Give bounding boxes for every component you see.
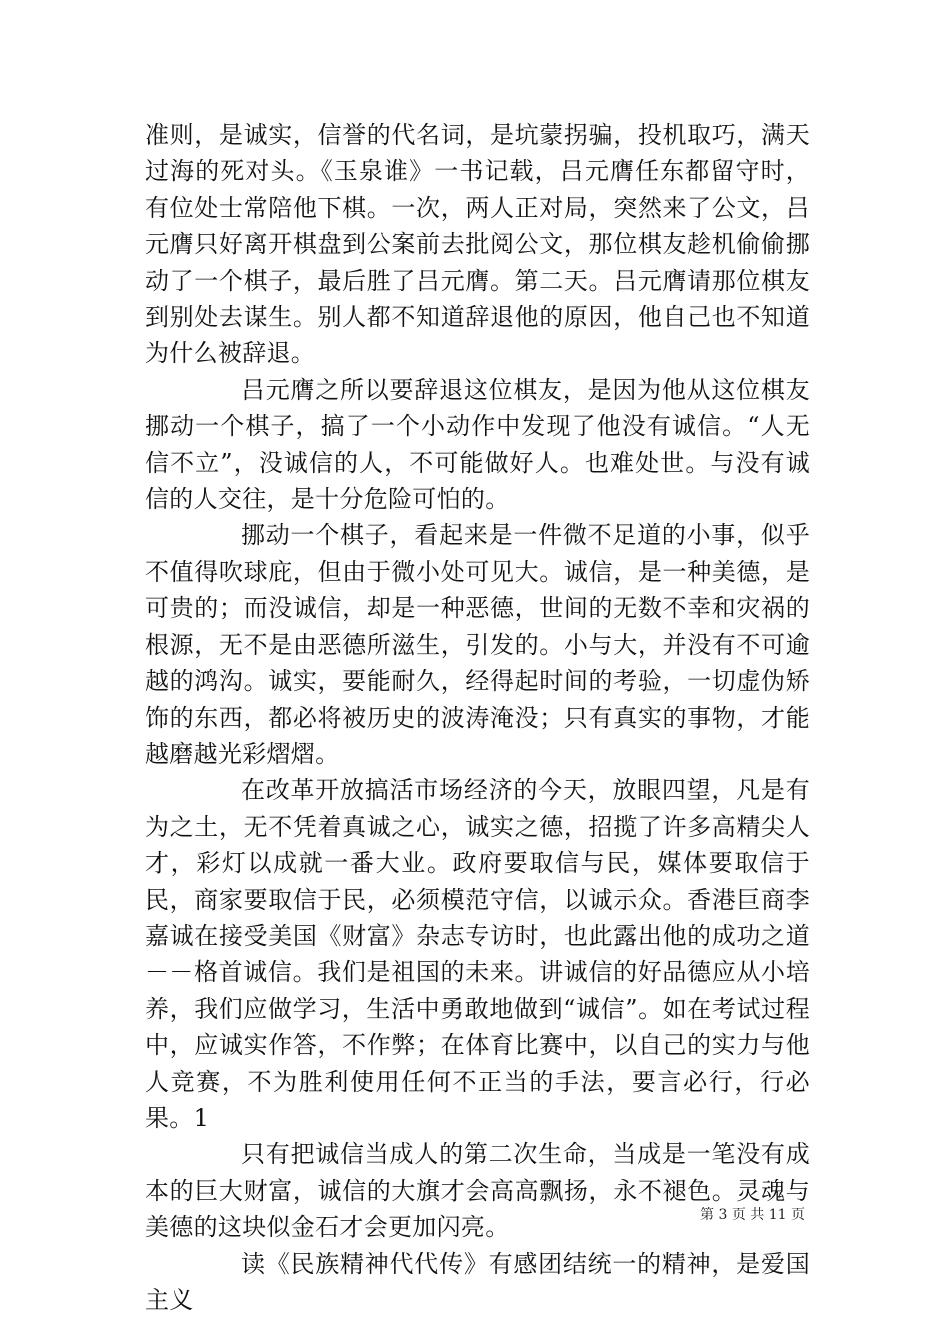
paragraph-2: 吕元膺之所以要辞退这位棋友，是因为他从这位棋友挪动一个棋子，搞了一个小动作中发现了他没有诚信。“人无信不立”，没诚信的人，不可能做好人。也难处世。与没有诚信的人交往，是十分危险可怕的。 bbox=[145, 375, 810, 514]
paragraph-5: 只有把诚信当成人的第二次生命，当成是一笔没有成本的巨大财富，诚信的大旗才会高高飘扬，永不褪色。灵魂与美德的这块似金石才会更加闪亮。 bbox=[145, 1140, 810, 1242]
paragraph-1: 准则，是诚实，信誉的代名词，是坑蒙拐骗，投机取巧，满天过海的死对头。《玉泉谁》一书记载，吕元膺任东都留守时，有位处士常陪他下棋。一次，两人正对局，突然来了公文，吕元膺只好离开棋盘到公案前去批阅公文，那位棋友趁机偷偷挪动了一个棋子，最后胜了吕元膺。第二天。吕元膺请那位棋友到别处去谋生。别人都不知道辞退他的原因，他自己也不知道为什么被辞退。 bbox=[145, 121, 810, 368]
paragraph-3: 挪动一个棋子，看起来是一件微不足道的小事，似乎不值得吹球庇，但由于微小处可见大。诚信，是一种美德，是可贵的；而没诚信，却是一种恶德，世间的无数不幸和灾祸的根源，无不是由恶德所滋生，引发的。小与大，并没有不可逾越的鸿沟。诚实，要能耐久，经得起时间的考验，一切虚伪矫饰的东西，都必将被历史的波涛淹没；只有真实的事物，才能越磨越光彩熠熠。 bbox=[145, 521, 810, 768]
page-footer: 第 3 页 共 11 页 bbox=[700, 1207, 805, 1223]
document-body bbox=[145, 117, 810, 1318]
paragraph-6: 读《民族精神代代传》有感团结统一的精神，是爱国主义 bbox=[145, 1249, 810, 1314]
paragraph-4: 在改革开放搞活市场经济的今天，放眼四望，凡是有为之土，无不凭着真诚之心，诚实之德，招揽了许多高精尖人才，彩灯以成就一番大业。政府要取信与民，媒体要取信于民，商家要取信于民，必须模范守信，以诚示众。香港巨商李嘉诚在接受美国《财富》杂志专访时，也此露出他的成功之道－－格首诚信。我们是祖国的未来。讲诚信的好品德应从小培养，我们应做学习，生活中勇敢地做到“诚信”。如在考试过程中，应诚实作答，不作弊；在体育比赛中，以自己的实力与他人竞赛，不为胜利使用任何不正当的手法，要言必行，行必果。1 bbox=[145, 776, 810, 1132]
